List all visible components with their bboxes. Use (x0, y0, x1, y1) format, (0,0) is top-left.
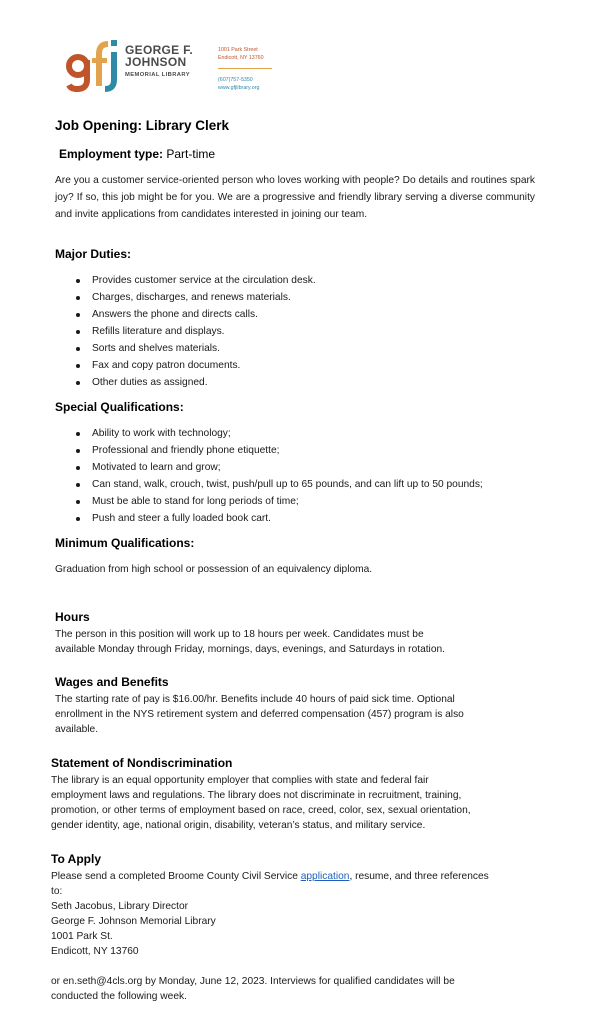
list-item (76, 340, 316, 357)
library-website: www.gfjlibrary.org (218, 85, 260, 91)
nondiscrimination-line: gender identity, age, national origin, disability, veteran’s status, and military service. (51, 820, 426, 831)
bullet-icon (76, 500, 80, 504)
list-item-text: Charges, discharges, and renews materials. (92, 292, 291, 303)
apply-line1-text: Please send a completed Broome County Civil Service (51, 871, 301, 882)
list-item (76, 306, 316, 323)
employment-type-label: Employment type: (59, 147, 164, 161)
job-title: Job Opening: Library Clerk (55, 118, 230, 133)
letterhead (66, 36, 296, 96)
hours-line1: The person in this position will work up to 18 hours per week. Candidates must be (55, 629, 424, 640)
major-duties-heading: Major Duties: (55, 247, 132, 261)
library-name-line2: JOHNSON (125, 55, 187, 69)
mailing-address-line: George F. Johnson Memorial Library (51, 916, 216, 927)
bullet-icon (76, 466, 80, 470)
library-name-line3: MEMORIAL LIBRARY (125, 72, 191, 78)
list-item-text: Professional and friendly phone etiquette; (92, 445, 280, 456)
list-item (76, 289, 316, 306)
library-name-line1: GEORGE F. (125, 43, 194, 57)
mailing-address-line: 1001 Park St. (51, 931, 113, 942)
list-item-text: Answers the phone and directs calls. (92, 309, 258, 320)
employment-type (59, 147, 215, 161)
mailing-address-line: Endicott, NY 13760 (51, 946, 139, 957)
list-item (76, 425, 483, 442)
nondiscrimination-line: The library is an equal opportunity employer that complies with state and federal fair (51, 775, 429, 786)
library-contact (218, 76, 259, 92)
bullet-icon (76, 432, 80, 436)
wages-heading: Wages and Benefits (55, 675, 169, 689)
list-item (76, 374, 316, 391)
list-item (76, 442, 483, 459)
list-item (76, 493, 483, 510)
major-duties-list (76, 272, 316, 391)
wages-text (55, 692, 535, 737)
bullet-icon (76, 364, 80, 368)
hours-line2: available Monday through Friday, mornings, days, evenings, and Saturdays in rotation. (55, 644, 445, 655)
apply-heading: To Apply (51, 852, 101, 866)
library-phone: (607)757-5350 (218, 77, 253, 83)
bullet-icon (76, 517, 80, 521)
bullet-icon (76, 483, 80, 487)
wages-line3: available. (55, 724, 99, 735)
address-line2: Endicott, NY 13760 (218, 55, 264, 61)
application-link[interactable]: application (300, 871, 350, 882)
library-address (218, 46, 264, 62)
bullet-icon (76, 313, 80, 317)
library-name (125, 44, 193, 81)
bullet-icon (76, 347, 80, 351)
wages-line1: The starting rate of pay is $16.00/hr. Benefits include 40 hours of paid sick time. Optional (55, 694, 455, 705)
nondiscrimination-text (51, 773, 541, 833)
spacer (51, 959, 541, 974)
list-item (76, 323, 316, 340)
library-logo (66, 36, 122, 92)
bullet-icon (76, 381, 80, 385)
intro-paragraph: Are you a customer service-oriented person who loves working with people? Do details and routines spark joy? If so, this job might be for you. We are a progressive and friendly library serving a diverse community and invite applications from candidates interested in joining our team. (55, 175, 535, 220)
special-qualifications-list (76, 425, 483, 527)
list-item-text: Refills literature and displays. (92, 326, 225, 337)
wages-line2: enrollment in the NYS retirement system and deferred compensation (457) program is also (55, 709, 464, 720)
list-item-text: Ability to work with technology; (92, 428, 231, 439)
list-item-text: Push and steer a fully loaded book cart. (92, 513, 271, 524)
apply-line2: to: (51, 886, 63, 897)
list-item-text: Provides customer service at the circulation desk. (92, 275, 316, 286)
address-line1: 1001 Park Street (218, 47, 258, 53)
hours-text (55, 627, 535, 657)
list-item (76, 459, 483, 476)
minimum-qualifications-text: Graduation from high school or possession of an equivalency diploma. (55, 564, 373, 575)
nondiscrimination-heading: Statement of Nondiscrimination (51, 756, 233, 770)
list-item-text: Fax and copy patron documents. (92, 360, 241, 371)
apply-text (51, 869, 541, 1004)
list-item (76, 476, 483, 493)
list-item (76, 272, 316, 289)
bullet-icon (76, 449, 80, 453)
list-item-text: Must be able to stand for long periods of time; (92, 496, 299, 507)
list-item (76, 510, 483, 527)
list-item-text: Motivated to learn and grow; (92, 462, 221, 473)
minimum-qualifications-heading: Minimum Qualifications: (55, 536, 195, 550)
apply-closing-line2: conducted the following week. (51, 991, 187, 1002)
list-item-text: Can stand, walk, crouch, twist, push/pull up to 65 pounds, and can lift up to 50 pounds; (92, 479, 483, 490)
list-item (76, 357, 316, 374)
nondiscrimination-line: promotion, or other terms of employment based on race, creed, color, sex, sexual orientation, (51, 805, 471, 816)
hours-heading: Hours (55, 610, 90, 624)
employment-type-value: Part-time (166, 147, 216, 161)
mailing-address-line: Seth Jacobus, Library Director (51, 901, 189, 912)
bullet-icon (76, 330, 80, 334)
list-item-text: Other duties as assigned. (92, 377, 208, 388)
bullet-icon (76, 296, 80, 300)
apply-line1-rest: , resume, and three references (349, 871, 489, 882)
bullet-icon (76, 279, 80, 283)
letterhead-divider (218, 68, 272, 69)
nondiscrimination-line: employment laws and regulations. The library does not discriminate in recruitment, training, (51, 790, 462, 801)
apply-closing-line1: or en.seth@4cls.org by Monday, June 12, 2023. Interviews for qualified candidates will be (51, 976, 455, 987)
apply-line1 (51, 869, 541, 884)
special-qualifications-heading: Special Qualifications: (55, 400, 184, 414)
list-item-text: Sorts and shelves materials. (92, 343, 220, 354)
